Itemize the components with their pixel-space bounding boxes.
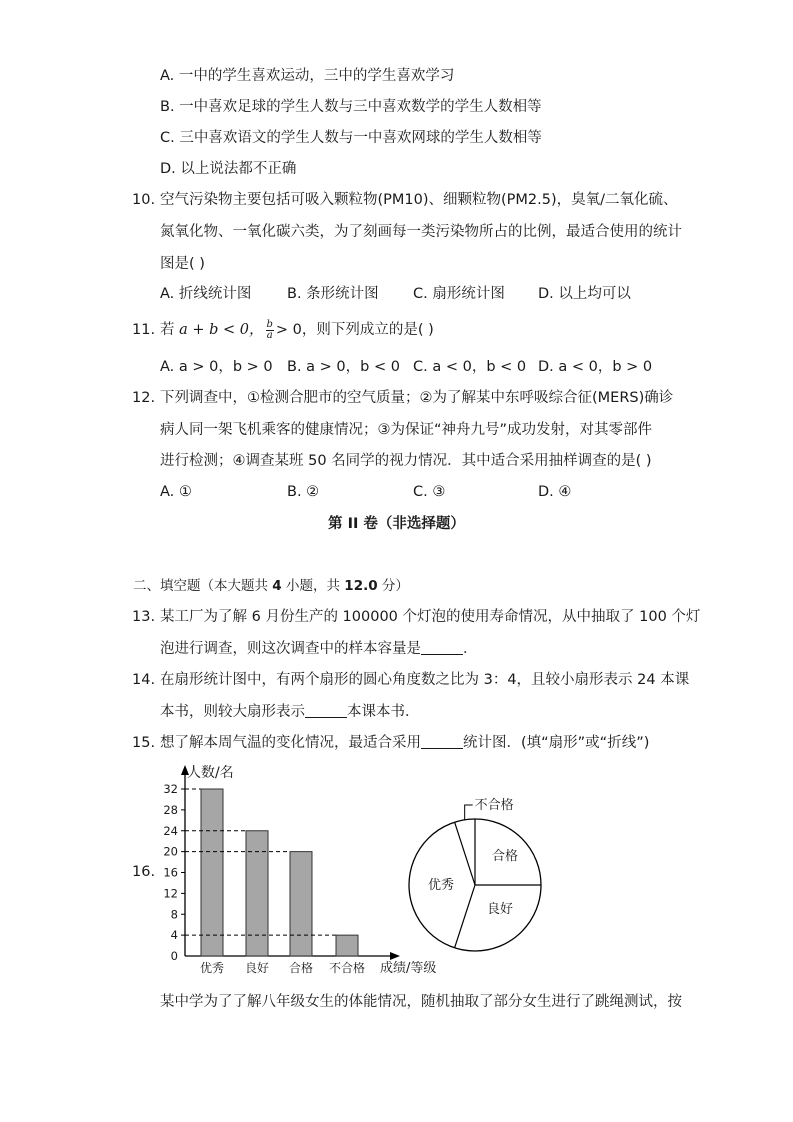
bar-category-label: 合格	[288, 961, 314, 975]
q15-number: 15.	[132, 735, 156, 751]
q16-pie-chart	[409, 797, 541, 951]
q11-fraction-numerator: b	[266, 319, 273, 330]
section2-question-count: 4	[272, 578, 282, 594]
q16-number: 16.	[132, 864, 156, 880]
q12-stem-line1: 下列调查中，①检测合肥市的空气质量；②为了解某中东呼吸综合征(MERS)确诊	[160, 390, 674, 406]
q11-stem-expr: a + b < 0，	[179, 322, 264, 338]
q9-option-d: D. 以上说法都不正确	[160, 161, 297, 177]
q10-stem-line2: 氮氧化物、一氧化碳六类，为了刻画每一类污染物所占的比例，最适合使用的统计	[160, 224, 682, 240]
section2-total-score: 12.0	[344, 578, 378, 594]
q10-stem-line1: 空气污染物主要包括可吸入颗粒物(PM10)、细颗粒物(PM2.5)，臭氧/二氧化硫、	[160, 192, 678, 208]
q14-stem-end: 本课本书．	[347, 704, 420, 720]
q10-option-b: B. 条形统计图	[287, 286, 379, 302]
q12-number: 12.	[132, 390, 156, 406]
q10-stem-line3: 图是( )	[160, 256, 205, 272]
q16-stem-line1: 某中学为了了解八年级女生的体能情况，随机抽取了部分女生进行了跳绳测试，按	[160, 994, 682, 1010]
q14-stem-text: 本书，则较大扇形表示	[160, 704, 305, 720]
bar-category-label: 良好	[244, 961, 270, 975]
q11-stem-pre: 若	[160, 322, 180, 338]
part2-title: 第 II 卷（非选择题）	[328, 516, 465, 532]
q12-stem-line2: 病人同一架飞机乘客的健康情况；③为保证“神舟九号”成功发射，对其零部件	[160, 422, 653, 438]
q11-option-b: B. a > 0，b < 0	[287, 359, 400, 375]
q14-number: 14.	[132, 672, 156, 688]
bar-3	[290, 852, 312, 956]
pie-slice-label: 不合格	[474, 798, 514, 813]
q11-option-a: A. a > 0，b > 0	[160, 359, 273, 375]
q15-stem-end: 统计图．(填“扇形”或“折线”)	[463, 735, 650, 751]
q15-stem-text: 想了解本周气温的变化情况，最适合采用	[160, 735, 421, 751]
bar-y-tick-label: 16	[163, 865, 178, 880]
pie-leader-line	[465, 805, 473, 820]
q13-stem-line1: 某工厂为了解 6 月份生产的 100000 个灯泡的使用寿命情况，从中抽取了 100 个灯	[160, 609, 701, 625]
q12-option-c: C. ③	[413, 484, 446, 500]
q9-option-c: C. 三中喜欢语文的学生人数与一中喜欢网球的学生人数相等	[160, 130, 542, 146]
q11-stem-post: > 0，则下列成立的是( )	[275, 322, 434, 338]
q10-option-a: A. 折线统计图	[160, 286, 252, 302]
q10-option-c: C. 扇形统计图	[413, 286, 505, 302]
bar-y-tick-label: 12	[163, 886, 178, 901]
section2-heading-pre: 二、填空题（本大题共	[133, 578, 273, 594]
bar-1	[201, 789, 223, 956]
q12-option-b: B. ②	[287, 484, 320, 500]
bar-category-label: 不合格	[328, 961, 366, 975]
bar-4	[336, 935, 358, 956]
pie-slice-label: 合格	[491, 849, 519, 864]
bar-x-axis-title: 成绩/等级	[380, 961, 437, 976]
q11-number: 11.	[132, 322, 156, 338]
q10-number: 10.	[132, 192, 156, 208]
section2-heading-mid: 小题，共	[281, 578, 345, 594]
q13-number: 13.	[132, 609, 156, 625]
pie-slice-label: 良好	[486, 902, 514, 917]
bar-y-tick-label: 24	[163, 823, 178, 838]
bar-y-tick-label: 8	[170, 907, 178, 922]
bar-y-tick-label: 32	[163, 782, 178, 796]
section2-heading-post: 分）	[377, 578, 409, 594]
q14-stem-line1: 在扇形统计图中，有两个扇形的圆心角度数之比为 3：4，且较小扇形表示 24 本课	[160, 672, 690, 688]
q13-stem-end: ．	[463, 641, 478, 657]
q9-option-a: A. 一中的学生喜欢运动，三中的学生喜欢学习	[160, 68, 455, 84]
bar-2	[246, 831, 268, 956]
q16-bar-chart	[163, 764, 436, 976]
q10-option-d: D. 以上均可以	[538, 286, 631, 302]
q12-stem-line3: 进行检测；④调查某班 50 名同学的视力情况．其中适合采用抽样调查的是( )	[160, 453, 652, 469]
q12-option-a: A. ①	[160, 484, 192, 500]
q12-option-d: D. ④	[538, 484, 572, 500]
bar-y-axis-title: 人数/名	[187, 765, 234, 781]
bar-category-label: 优秀	[199, 961, 225, 975]
bar-x-axis-arrow	[390, 952, 400, 960]
bar-y-tick-label: 4	[170, 928, 178, 943]
q11-option-c: C. a < 0，b < 0	[413, 359, 527, 375]
pie-slice-label: 优秀	[427, 878, 455, 893]
q11-option-d: D. a < 0，b > 0	[538, 359, 653, 375]
q13-stem-text: 泡进行调查，则这次调查中的样本容量是	[160, 641, 421, 657]
q11-fraction-denominator: a	[266, 330, 273, 341]
q9-option-b: B. 一中喜欢足球的学生人数与三中喜欢数学的学生人数相等	[160, 99, 542, 115]
bar-y-tick-label: 28	[163, 802, 178, 817]
bar-y-tick-label: 20	[163, 844, 178, 859]
bar-y-tick-label: 0	[170, 949, 178, 963]
